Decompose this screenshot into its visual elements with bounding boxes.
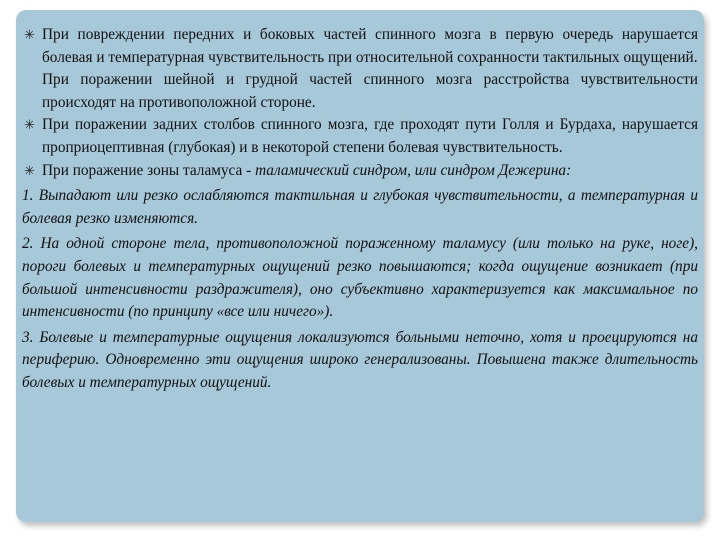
bullet-text: При повреждении передних и боковых частей спинного мозга в первую очередь нарушается болевая и температурная чувствительность при относительной сохранности тактильных ощущений. [42,26,698,66]
slide-text [22,24,698,395]
bullet-italic-text: таламический синдром, или синдром Дежерина: [255,161,572,179]
asterisk-bullet-icon: ✳ [24,162,35,178]
bullet-item [22,69,698,114]
numbered-paragraph-1: 1. Выпадают или резко ослабляются тактильная и глубокая чувствительности, а температурная и болевая резко изменяются. [22,187,698,227]
bullet-text: При поражение зоны таламуса - [42,161,256,179]
bullet-text: При поражении шейной и грудной частей спинного мозга расстройства чувствительности происходят на противоположной стороне. [42,71,698,111]
numbered-paragraph-3: 3. Болевые и температурные ощущения локализуются больными неточно, хотя и проецируются на периферию. Одновременно эти ощущения широко генерализованы. Повышена также длительность болевых и температурных ощущений. [22,328,698,391]
bullet-text: При поражении задних столбов спинного мозга, где проходят пути Голля и Бурдаха, нарушается проприоцептивная (глубокая) и в некоторой степени болевая чувствительность. [42,116,698,156]
asterisk-bullet-icon: ✳ [24,117,35,133]
asterisk-bullet-icon: ✳ [24,27,35,42]
bullet-item [22,114,698,159]
bullet-item [22,24,698,69]
bullet-item [22,160,698,183]
numbered-paragraph-2: 2. На одной стороне тела, противоположной пораженному таламусу (или только на руке, ноге), пороги болевых и температурных ощущений резко повышаются; когда ощущение возникает (при большой интенсивности раздражителя), оно субъективно характеризуется как максимальное по интенсивности (по принципу «все или ничего»). [22,235,698,321]
